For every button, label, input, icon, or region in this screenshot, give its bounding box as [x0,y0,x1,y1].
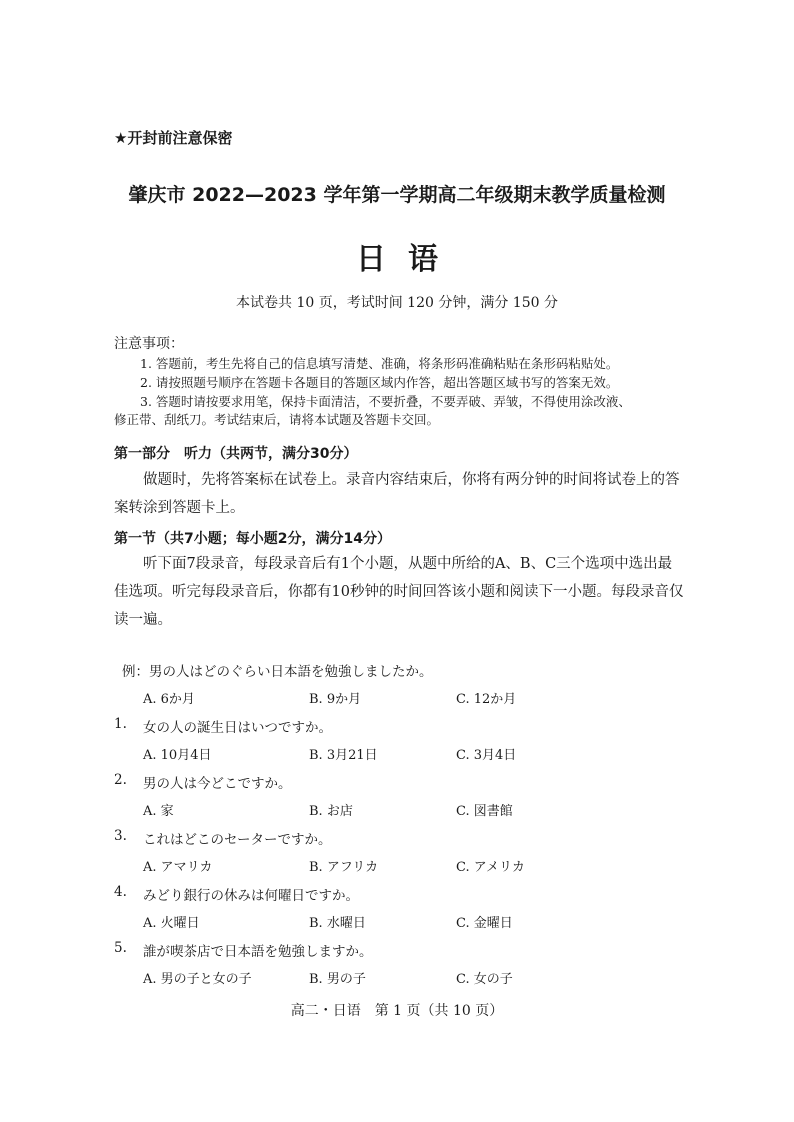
section1-instruction-text: 听下面7段录音，每段录音后有1个小题，从题中所给的A、B、C三个选项中选出最佳选项。听完每段录音后，你都有10秒钟的时间回答该小题和阅读下一小题。每段录音仅读一遍。 [114,556,684,628]
notice-item: 2. 请按照题号顺序在答题卡各题目的答题区域内作答，超出答题区域书写的答案无效。 [140,375,619,390]
example-option-c: C. 12か月 [456,692,517,707]
question-text: 男の人は今どこですか。 [143,776,292,792]
option-c: C. アメリカ [456,860,525,875]
option-b: B. お店 [309,804,353,819]
option-a: A. 火曜日 [143,916,200,931]
subject-title: 日语 [356,242,460,277]
question-text: 女の人の誕生日はいつですか。 [143,720,332,736]
example-option-b: B. 9か月 [309,692,362,707]
option-a: A. アマリカ [143,860,213,875]
section1-heading: 第一节（共7小题；每小题2分，满分14分） [114,531,391,547]
question-text: これはどこのセーターですか。 [143,832,332,848]
notice-item: 1. 答题前，考生先将自己的信息填写清楚、准确，将条形码准确粘贴在条形码粘贴处。 [140,356,619,371]
example-option-a: A. 6か月 [143,692,195,707]
option-a: A. 家 [143,804,174,819]
part1-instruction-text: 做题时，先将答案标在试卷上。录音内容结束后，你将有两分钟的时间将试卷上的答案转涂到答题卡上。 [114,472,680,516]
option-a: A. 男の子と女の子 [143,972,252,987]
exam-info: 本试卷共 10 页，考试时间 120 分钟，满分 150 分 [236,295,558,311]
part1-instruction [114,466,686,522]
option-c: C. 女の子 [456,972,513,987]
option-b: B. アフリカ [309,860,379,875]
question-number: 4. [114,884,127,900]
notice-item: 修正带、刮纸刀。考试结束后，请将本试题及答题卡交回。 [114,412,440,427]
option-c: C. 3月4日 [456,748,517,763]
page-footer: 高二・日语 第 1 页（共 10 页） [290,1003,504,1019]
confidential-notice: ★开封前注意保密 [114,129,233,147]
notice-heading: 注意事项： [114,336,184,352]
notice-item: 3. 答题时请按要求用笔，保持卡面清洁，不要折叠，不要弄破、弄皱，不得使用涂改液、 [140,394,631,409]
option-b: B. 男の子 [309,972,366,987]
question-number: 1. [114,716,127,732]
question-text: みどり銀行の休みは何曜日ですか。 [143,888,359,904]
option-b: B. 水曜日 [309,916,366,931]
example-question: 例：男の人はどのぐらい日本語を勉強しましたか。 [122,664,433,680]
part1-heading: 第一部分 听力（共两节，满分30分） [114,446,358,462]
question-text: 誰が喫茶店で日本語を勉強しますか。 [143,944,373,960]
exam-title: 肇庆市 2022—2023 学年第一学期高二年级期末教学质量检测 [128,184,666,206]
question-number: 2. [114,772,127,788]
section1-instruction [114,550,686,634]
option-c: C. 金曜日 [456,916,513,931]
option-a: A. 10月4日 [143,748,212,763]
option-c: C. 図書館 [456,804,513,819]
option-b: B. 3月21日 [309,748,378,763]
question-number: 3. [114,828,127,844]
question-number: 5. [114,940,127,956]
